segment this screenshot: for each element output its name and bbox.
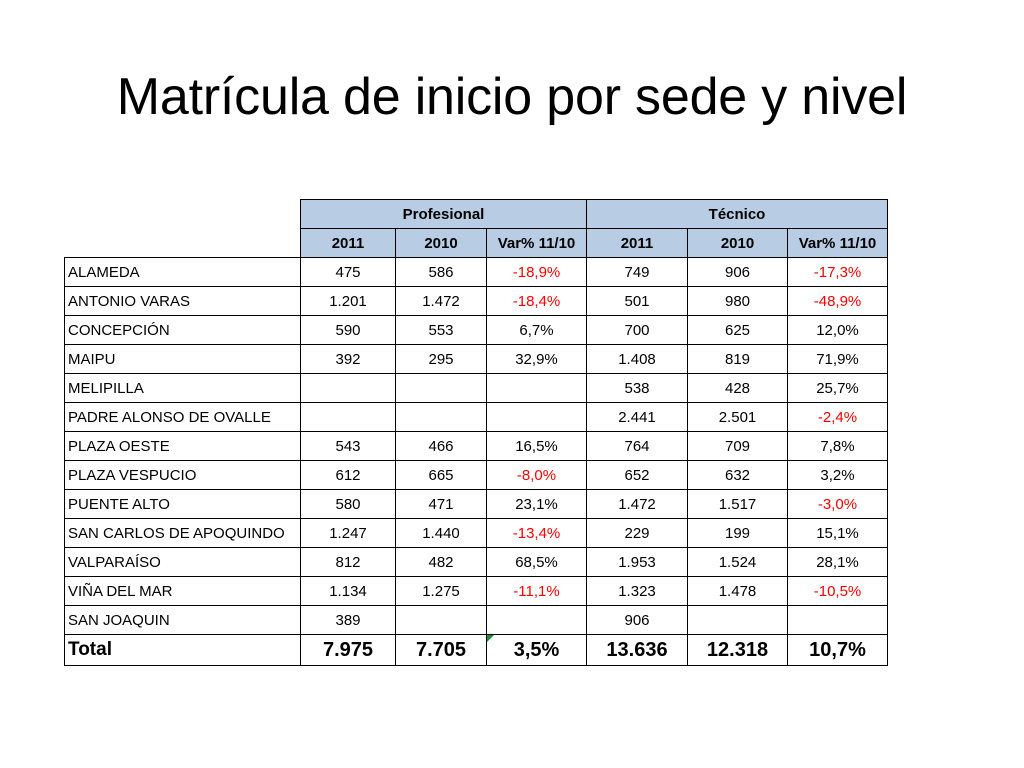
table-row (65, 519, 888, 548)
tecnico-var-cell: 3,2% (788, 461, 888, 490)
tecnico-2010-cell: 819 (688, 345, 788, 374)
profesional-2010-cell: 1.275 (396, 577, 487, 606)
profesional-2010-cell: 1.472 (396, 287, 487, 316)
tecnico-var-cell: 15,1% (788, 519, 888, 548)
profesional-2010-cell: 466 (396, 432, 487, 461)
tecnico-2010-cell: 1.478 (688, 577, 788, 606)
group-header-profesional: Profesional (301, 200, 587, 229)
profesional-2011-cell: 392 (301, 345, 396, 374)
profesional-2011-cell (301, 403, 396, 432)
tecnico-2010-cell: 625 (688, 316, 788, 345)
profesional-2011-cell: 812 (301, 548, 396, 577)
sede-cell: PUENTE ALTO (65, 490, 301, 519)
tecnico-2010-cell: 632 (688, 461, 788, 490)
tecnico-2010-cell: 980 (688, 287, 788, 316)
sede-cell: ALAMEDA (65, 258, 301, 287)
tecnico-var-cell: -17,3% (788, 258, 888, 287)
profesional-2011-cell: 590 (301, 316, 396, 345)
corner-cell (65, 200, 301, 258)
profesional-2011-cell: 580 (301, 490, 396, 519)
tecnico-var-cell: -10,5% (788, 577, 888, 606)
profesional-var-cell: 16,5% (487, 432, 587, 461)
tecnico-2010-cell: 906 (688, 258, 788, 287)
tecnico-2011-cell: 229 (587, 519, 688, 548)
profesional-2010-cell (396, 403, 487, 432)
tecnico-var-cell: 28,1% (788, 548, 888, 577)
tecnico-var-cell: -48,9% (788, 287, 888, 316)
profesional-2011-cell: 1.201 (301, 287, 396, 316)
profesional-var-cell (487, 403, 587, 432)
profesional-2010-cell: 295 (396, 345, 487, 374)
profesional-var-cell: -18,4% (487, 287, 587, 316)
tecnico-var-cell: 10,7% (788, 635, 888, 666)
subheader-profesional-2010: 2010 (396, 229, 487, 258)
profesional-var-cell: -8,0% (487, 461, 587, 490)
profesional-var-cell: -11,1% (487, 577, 587, 606)
tecnico-2011-cell: 764 (587, 432, 688, 461)
tecnico-2010-cell: 709 (688, 432, 788, 461)
tecnico-2011-cell: 1.323 (587, 577, 688, 606)
tecnico-2011-cell: 700 (587, 316, 688, 345)
profesional-2010-cell: 665 (396, 461, 487, 490)
tecnico-2011-cell: 1.472 (587, 490, 688, 519)
profesional-var-cell: -13,4% (487, 519, 587, 548)
profesional-var-cell (487, 374, 587, 403)
subheader-tecnico-2010: 2010 (688, 229, 788, 258)
tecnico-var-cell (788, 606, 888, 635)
profesional-2010-cell: 471 (396, 490, 487, 519)
tecnico-2011-cell: 2.441 (587, 403, 688, 432)
table-body (65, 200, 888, 666)
profesional-var-cell (487, 606, 587, 635)
sede-cell: PLAZA VESPUCIO (65, 461, 301, 490)
sede-cell: SAN CARLOS DE APOQUINDO (65, 519, 301, 548)
table-row (65, 316, 888, 345)
subheader-tecnico-2011: 2011 (587, 229, 688, 258)
tecnico-2011-cell: 501 (587, 287, 688, 316)
table-row (65, 403, 888, 432)
tecnico-var-cell: 25,7% (788, 374, 888, 403)
tecnico-2011-cell: 538 (587, 374, 688, 403)
profesional-var-cell: -18,9% (487, 258, 587, 287)
profesional-2011-cell: 1.247 (301, 519, 396, 548)
profesional-var-cell: 23,1% (487, 490, 587, 519)
tecnico-2011-cell: 652 (587, 461, 688, 490)
sede-cell: VIÑA DEL MAR (65, 577, 301, 606)
profesional-2011-cell: 612 (301, 461, 396, 490)
error-indicator-icon (487, 635, 494, 642)
group-header-row (65, 200, 888, 229)
slide-title: Matrícula de inicio por sede y nivel (116, 68, 908, 126)
tecnico-2010-cell: 1.517 (688, 490, 788, 519)
tecnico-2011-cell: 906 (587, 606, 688, 635)
sede-cell: VALPARAÍSO (65, 548, 301, 577)
tecnico-2010-cell: 428 (688, 374, 788, 403)
profesional-2010-cell: 7.705 (396, 635, 487, 666)
table-row (65, 461, 888, 490)
profesional-2011-cell: 389 (301, 606, 396, 635)
tecnico-var-cell: 12,0% (788, 316, 888, 345)
table-row (65, 490, 888, 519)
profesional-2010-cell (396, 606, 487, 635)
enrollment-table (64, 199, 888, 666)
sede-cell: MAIPU (65, 345, 301, 374)
sede-cell: PLAZA OESTE (65, 432, 301, 461)
tecnico-var-cell: -2,4% (788, 403, 888, 432)
tecnico-2010-cell (688, 606, 788, 635)
sede-cell: ANTONIO VARAS (65, 287, 301, 316)
tecnico-2011-cell: 1.408 (587, 345, 688, 374)
profesional-2011-cell (301, 374, 396, 403)
tecnico-var-cell: -3,0% (788, 490, 888, 519)
group-header-tecnico: Técnico (587, 200, 888, 229)
sede-cell: SAN JOAQUIN (65, 606, 301, 635)
sede-cell: MELIPILLA (65, 374, 301, 403)
sede-cell: CONCEPCIÓN (65, 316, 301, 345)
profesional-var-cell: 32,9% (487, 345, 587, 374)
tecnico-2010-cell: 199 (688, 519, 788, 548)
subheader-profesional-var: Var% 11/10 (487, 229, 587, 258)
profesional-2010-cell (396, 374, 487, 403)
table-row (65, 432, 888, 461)
profesional-var-cell: 3,5% (487, 635, 587, 666)
subheader-tecnico-var: Var% 11/10 (788, 229, 888, 258)
tecnico-2011-cell: 1.953 (587, 548, 688, 577)
profesional-2011-cell: 7.975 (301, 635, 396, 666)
profesional-2010-cell: 1.440 (396, 519, 487, 548)
profesional-2010-cell: 553 (396, 316, 487, 345)
tecnico-2010-cell: 12.318 (688, 635, 788, 666)
sede-cell: Total (65, 635, 301, 666)
table-row (65, 548, 888, 577)
sede-cell: PADRE ALONSO DE OVALLE (65, 403, 301, 432)
table-row (65, 577, 888, 606)
profesional-var-cell: 68,5% (487, 548, 587, 577)
table-row (65, 345, 888, 374)
profesional-2011-cell: 475 (301, 258, 396, 287)
tecnico-2010-cell: 2.501 (688, 403, 788, 432)
total-row (65, 635, 888, 666)
table-row (65, 374, 888, 403)
tecnico-var-cell: 71,9% (788, 345, 888, 374)
tecnico-var-cell: 7,8% (788, 432, 888, 461)
tecnico-2010-cell: 1.524 (688, 548, 788, 577)
table-row (65, 606, 888, 635)
profesional-2010-cell: 482 (396, 548, 487, 577)
profesional-var-cell: 6,7% (487, 316, 587, 345)
profesional-2011-cell: 543 (301, 432, 396, 461)
subheader-profesional-2011: 2011 (301, 229, 396, 258)
tecnico-2011-cell: 749 (587, 258, 688, 287)
profesional-2010-cell: 586 (396, 258, 487, 287)
profesional-2011-cell: 1.134 (301, 577, 396, 606)
table-row (65, 287, 888, 316)
table-row (65, 258, 888, 287)
tecnico-2011-cell: 13.636 (587, 635, 688, 666)
